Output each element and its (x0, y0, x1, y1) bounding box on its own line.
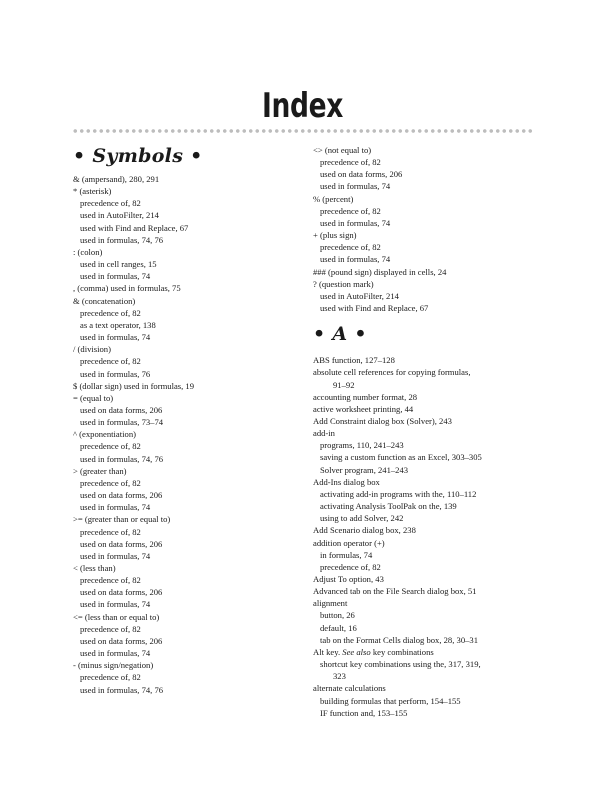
section-heading-symbols: • Symbols • (73, 145, 203, 167)
see-also-label: See also (342, 646, 371, 657)
index-entry: used on data forms, 206 (80, 538, 163, 549)
dotted-divider (72, 128, 534, 134)
index-entry: precedence of, 82 (320, 561, 381, 572)
index-entry: used in cell ranges, 15 (80, 259, 157, 270)
index-entry: used in formulas, 74 (320, 217, 391, 228)
index-entry: as a text operator, 138 (80, 319, 156, 330)
index-entry: precedence of, 82 (320, 157, 381, 168)
index-entry: precedence of, 82 (80, 441, 141, 452)
index-entry: used in formulas, 74 (80, 271, 151, 282)
index-entry: Add Scenario dialog box, 238 (313, 525, 416, 536)
index-entry: ABS function, 127–128 (313, 355, 395, 366)
index-entry: used in formulas, 74 (80, 332, 151, 343)
index-entry: used in formulas, 76 (80, 368, 151, 379)
index-entry: used in formulas, 74 (80, 599, 151, 610)
symbols-entry-list-continued (313, 144, 541, 314)
index-entry: in formulas, 74 (320, 549, 373, 560)
index-entry: precedence of, 82 (80, 356, 141, 367)
index-entry: precedence of, 82 (80, 575, 141, 586)
index-entry: activating Analysis ToolPak on the, 139 (320, 501, 457, 512)
index-entry: , (comma) used in formulas, 75 (73, 283, 181, 294)
index-entry: precedence of, 82 (80, 198, 141, 209)
index-entry: alternate calculations (313, 683, 386, 694)
index-entry: used in formulas, 74 (80, 502, 151, 513)
index-entry: & (ampersand), 280, 291 (73, 174, 160, 184)
index-entry: Advanced tab on the File Search dialog box, 51 (313, 586, 477, 597)
index-entry: <> (not equal to) (313, 145, 372, 155)
index-entry: - (minus sign/negation) (73, 660, 154, 671)
index-entry: used on data forms, 206 (80, 635, 163, 646)
index-entry: = (equal to) (73, 392, 114, 403)
index-entry: Solver program, 241–243 (320, 464, 409, 475)
index-entry: using to add Solver, 242 (320, 513, 404, 524)
index-entry: activating add-in programs with the, 110–112 (320, 488, 477, 499)
index-entry: used with Find and Replace, 67 (80, 222, 189, 233)
index-entry: absolute cell references for copying formulas, (313, 367, 471, 378)
index-entry: default, 16 (320, 622, 357, 633)
index-entry: used in formulas, 74, 76 (80, 453, 164, 464)
section-heading-a: • A • (313, 323, 367, 346)
entry-term: Alt key. (313, 646, 341, 657)
index-entry: used on data forms, 206 (80, 587, 163, 598)
index-entry: ^ (exponentiation) (73, 429, 136, 440)
index-entry: used in formulas, 74 (320, 181, 391, 192)
index-entry: used on data forms, 206 (320, 169, 403, 180)
index-entry: 91–92 (333, 379, 355, 390)
index-entry: used in formulas, 74 (80, 648, 151, 659)
left-column (73, 144, 301, 696)
index-entry: used in formulas, 73–74 (80, 417, 164, 428)
index-entry: used in formulas, 74 (320, 254, 391, 265)
index-entry: <= (less than or equal to) (73, 611, 160, 622)
index-entry: add-in (313, 428, 335, 439)
index-entry: precedence of, 82 (320, 242, 381, 253)
index-entry: precedence of, 82 (80, 672, 141, 683)
index-entry: : (colon) (73, 246, 103, 257)
index-entry: used with Find and Replace, 67 (320, 303, 429, 314)
index-entry: precedence of, 82 (320, 205, 381, 216)
index-entry: ? (question mark) (313, 278, 374, 289)
index-entry: / (division) (73, 344, 111, 355)
index-entry: $ (dollar sign) used in formulas, 19 (73, 380, 195, 391)
right-column (313, 144, 541, 719)
index-entry (313, 646, 541, 658)
index-entry: precedence of, 82 (80, 526, 141, 537)
index-entry: building formulas that perform, 154–155 (320, 695, 461, 706)
index-entry: precedence of, 82 (80, 307, 141, 318)
index-entry: Adjust To option, 43 (313, 574, 384, 584)
index-entry: precedence of, 82 (80, 623, 141, 634)
symbols-entry-list (73, 173, 301, 696)
index-entry: precedence of, 82 (80, 477, 141, 488)
index-entry: > (greater than) (73, 465, 127, 476)
index-entry: tab on the Format Cells dialog box, 28, 30–31 (320, 634, 479, 645)
index-entry: used on data forms, 206 (80, 404, 163, 415)
index-entry: & (concatenation) (73, 295, 136, 306)
index-entry: + (plus sign) (313, 230, 357, 241)
index-entry: shortcut key combinations using the, 317, 319, (320, 659, 481, 670)
index-entry: button, 26 (320, 610, 355, 621)
index-entry: used on data forms, 206 (80, 490, 163, 501)
see-also-target: key combinations (372, 646, 434, 657)
index-entry: % (percent) (313, 193, 354, 204)
index-entry: ### (pound sign) displayed in cells, 24 (313, 266, 447, 277)
index-entry: used in formulas, 74, 76 (80, 234, 164, 245)
index-entry: accounting number format, 28 (313, 391, 418, 402)
index-entry: saving a custom function as an Excel, 303–305 (320, 452, 482, 463)
index-entry: used in AutoFilter, 214 (80, 210, 159, 221)
index-entry: used in AutoFilter, 214 (320, 290, 399, 301)
index-entry: >= (greater than or equal to) (73, 514, 171, 525)
index-entry: used in formulas, 74, 76 (80, 684, 164, 695)
index-entry: used in formulas, 74 (80, 550, 151, 561)
index-entry: Add Constraint dialog box (Solver), 243 (313, 415, 452, 426)
index-entry: 323 (333, 671, 346, 682)
index-entry: active worksheet printing, 44 (313, 403, 414, 414)
index-entry: Add-Ins dialog box (313, 476, 380, 487)
index-entry: * (asterisk) (73, 186, 112, 197)
index-entry: addition operator (+) (313, 537, 385, 548)
index-entry: alignment (313, 598, 348, 609)
page-title: Index (262, 86, 343, 126)
index-entry: IF function and, 153–155 (320, 707, 408, 718)
index-entry: < (less than) (73, 563, 116, 573)
a-entry-list (313, 354, 541, 719)
index-entry: programs, 110, 241–243 (320, 440, 404, 451)
